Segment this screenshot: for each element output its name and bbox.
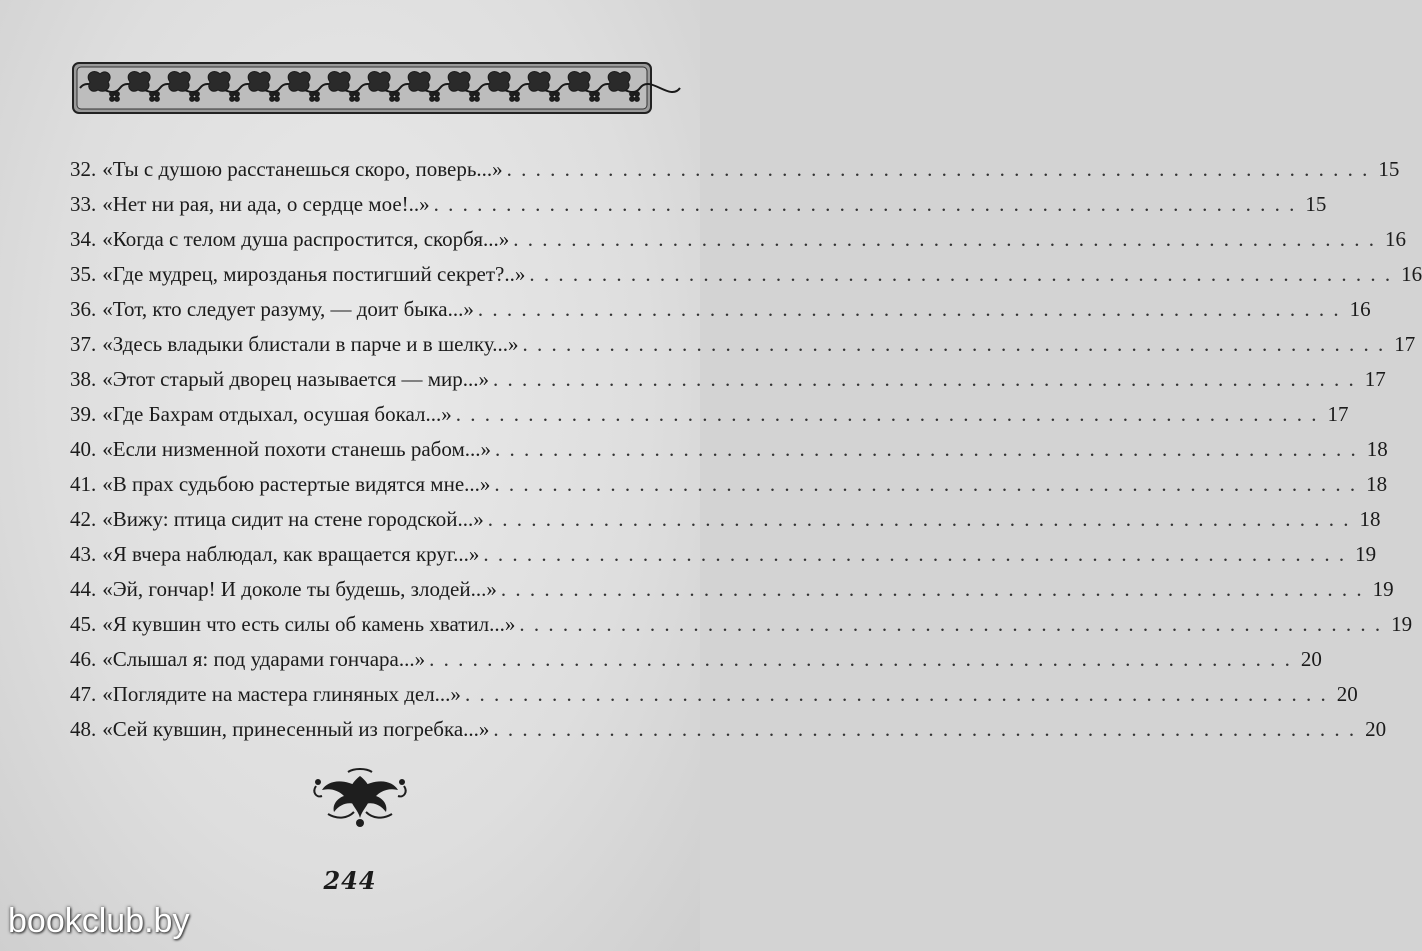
- toc-dot-leader: . . . . . . . . . . . . . . . . . . . . . . . . . . . . . . . . . . . . . . . . . . . . . . . . . . . . . . . . . . . .: [477, 297, 1341, 321]
- table-of-contents: [70, 152, 1422, 747]
- toc-entry: [70, 712, 1387, 747]
- toc-entry: [70, 607, 1413, 642]
- toc-entry-page: 20: [1336, 682, 1358, 706]
- toc-entry-page: 20: [1300, 647, 1322, 671]
- toc-entry-number: 41.: [70, 472, 97, 496]
- toc-entry-page: 17: [1394, 332, 1416, 356]
- toc-entry: [70, 327, 1416, 362]
- toc-entry-title: «Этот старый дворец называется — мир...»: [102, 367, 490, 391]
- toc-dot-leader: . . . . . . . . . . . . . . . . . . . . . . . . . . . . . . . . . . . . . . . . . . . . . . . . . . . . . . . . . . . .: [493, 717, 1357, 741]
- toc-dot-leader: . . . . . . . . . . . . . . . . . . . . . . . . . . . . . . . . . . . . . . . . . . . . . . . . . . . . . . . . . . . .: [433, 192, 1297, 216]
- toc-entry-title: «Сей кувшин, принесенный из погребка...»: [102, 717, 490, 741]
- toc-entry-title: «Слышал я: под ударами гончара...»: [102, 647, 426, 671]
- vine-border-icon: [72, 62, 652, 114]
- toc-dot-leader: . . . . . . . . . . . . . . . . . . . . . . . . . . . . . . . . . . . . . . . . . . . . . . . . . . . . . . . . . . . .: [513, 227, 1376, 251]
- toc-entry-page: 16: [1384, 227, 1406, 251]
- toc-dot-leader: . . . . . . . . . . . . . . . . . . . . . . . . . . . . . . . . . . . . . . . . . . . . . . . . . . . . . . . . . . . .: [483, 542, 1347, 566]
- toc-entry-title: «В прах судьбою растертые видятся мне...»: [102, 472, 491, 496]
- toc-dot-leader: . . . . . . . . . . . . . . . . . . . . . . . . . . . . . . . . . . . . . . . . . . . . . . . . . . . . . . . . . . . .: [519, 612, 1383, 636]
- toc-entry-number: 46.: [70, 647, 97, 671]
- toc-entry-title: «Ты с душою расстанешься скоро, поверь...»: [102, 157, 503, 181]
- toc-dot-leader: . . . . . . . . . . . . . . . . . . . . . . . . . . . . . . . . . . . . . . . . . . . . . . . . . . . . . . . . . . . .: [500, 577, 1364, 601]
- toc-entry: [70, 572, 1394, 607]
- toc-entry-number: 35.: [70, 262, 97, 286]
- toc-entry-page: 15: [1378, 157, 1400, 181]
- toc-entry-title: «Тот, кто следует разуму, — доит быка...»: [102, 297, 474, 321]
- toc-dot-leader: . . . . . . . . . . . . . . . . . . . . . . . . . . . . . . . . . . . . . . . . . . . . . . . . . . . . . . . . . . . .: [522, 332, 1386, 356]
- toc-entry-title: «Эй, гончар! И доколе ты будешь, злодей...»: [102, 577, 497, 601]
- toc-entry: [70, 502, 1381, 537]
- toc-entry-page: 19: [1391, 612, 1413, 636]
- toc-entry-number: 42.: [70, 507, 97, 531]
- toc-entry-page: 19: [1372, 577, 1394, 601]
- toc-entry: [70, 152, 1400, 187]
- toc-dot-leader: . . . . . . . . . . . . . . . . . . . . . . . . . . . . . . . . . . . . . . . . . . . . . . . . . . . . . . . . . . . .: [487, 507, 1351, 531]
- toc-entry: [70, 397, 1349, 432]
- toc-entry: [70, 222, 1406, 257]
- toc-entry: [70, 362, 1386, 397]
- toc-entry-title: «Где мудрец, мирозданья постигший секрет?..»: [102, 262, 526, 286]
- toc-entry-title: «Когда с телом душа распростится, скорбя...»: [102, 227, 510, 251]
- toc-entry: [70, 292, 1371, 327]
- toc-entry-page: 20: [1365, 717, 1387, 741]
- toc-entry-number: 37.: [70, 332, 97, 356]
- toc-entry-number: 47.: [70, 682, 97, 706]
- toc-dot-leader: . . . . . . . . . . . . . . . . . . . . . . . . . . . . . . . . . . . . . . . . . . . . . . . . . . . . . . . . . . . .: [429, 647, 1292, 671]
- toc-entry-number: 36.: [70, 297, 97, 321]
- toc-entry: [70, 537, 1377, 572]
- toc-entry-title: «Нет ни рая, ни ада, о сердце мое!..»: [102, 192, 430, 216]
- toc-entry-page: 18: [1366, 437, 1388, 461]
- toc-entry-number: 48.: [70, 717, 97, 741]
- toc-entry-page: 18: [1366, 472, 1388, 496]
- toc-entry: [70, 432, 1388, 467]
- toc-entry-page: 16: [1401, 262, 1422, 286]
- toc-entry-title: «Вижу: птица сидит на стене городской...»: [102, 507, 484, 531]
- toc-dot-leader: . . . . . . . . . . . . . . . . . . . . . . . . . . . . . . . . . . . . . . . . . . . . . . . . . . . . . . . . . . . .: [455, 402, 1319, 426]
- toc-dot-leader: . . . . . . . . . . . . . . . . . . . . . . . . . . . . . . . . . . . . . . . . . . . . . . . . . . . . . . . . . . . .: [495, 437, 1358, 461]
- toc-entry-number: 32.: [70, 157, 97, 181]
- toc-entry-number: 38.: [70, 367, 97, 391]
- toc-dot-leader: . . . . . . . . . . . . . . . . . . . . . . . . . . . . . . . . . . . . . . . . . . . . . . . . . . . . . . . . . . . .: [494, 472, 1358, 496]
- floral-ornament-icon: [308, 768, 412, 830]
- toc-entry: [70, 187, 1327, 222]
- toc-entry-page: 16: [1349, 297, 1371, 321]
- toc-entry-number: 39.: [70, 402, 97, 426]
- watermark: bookclub.by: [8, 902, 190, 940]
- toc-entry-title: «Здесь владыки блистали в парче и в шелку...»: [102, 332, 519, 356]
- toc-entry-title: «Я вчера наблюдал, как вращается круг...»: [102, 542, 480, 566]
- toc-entry-page: 17: [1327, 402, 1349, 426]
- page-number: 244: [323, 866, 377, 895]
- toc-dot-leader: . . . . . . . . . . . . . . . . . . . . . . . . . . . . . . . . . . . . . . . . . . . . . . . . . . . . . . . . . . . .: [529, 262, 1393, 286]
- toc-entry: [70, 467, 1388, 502]
- toc-entry-number: 33.: [70, 192, 97, 216]
- toc-entry: [70, 677, 1358, 712]
- toc-entry-number: 34.: [70, 227, 97, 251]
- toc-entry-number: 43.: [70, 542, 97, 566]
- toc-entry-title: «Я кувшин что есть силы об камень хватил...»: [102, 612, 516, 636]
- toc-entry-title: «Если низменной похоти станешь рабом...»: [102, 437, 491, 461]
- toc-entry-title: «Где Бахрам отдыхал, осушая бокал...»: [102, 402, 452, 426]
- toc-entry-page: 18: [1359, 507, 1381, 531]
- toc-entry: [70, 642, 1322, 677]
- toc-dot-leader: . . . . . . . . . . . . . . . . . . . . . . . . . . . . . . . . . . . . . . . . . . . . . . . . . . . . . . . . . . . .: [506, 157, 1370, 181]
- toc-entry-number: 40.: [70, 437, 97, 461]
- toc-dot-leader: . . . . . . . . . . . . . . . . . . . . . . . . . . . . . . . . . . . . . . . . . . . . . . . . . . . . . . . . . . . .: [493, 367, 1356, 391]
- toc-entry-page: 19: [1355, 542, 1377, 566]
- toc-entry-number: 45.: [70, 612, 97, 636]
- toc-entry-page: 15: [1305, 192, 1327, 216]
- toc-entry: [70, 257, 1422, 292]
- toc-entry-number: 44.: [70, 577, 97, 601]
- toc-entry-title: «Поглядите на мастера глиняных дел...»: [102, 682, 461, 706]
- toc-entry-page: 17: [1364, 367, 1386, 391]
- toc-dot-leader: . . . . . . . . . . . . . . . . . . . . . . . . . . . . . . . . . . . . . . . . . . . . . . . . . . . . . . . . . . . .: [464, 682, 1328, 706]
